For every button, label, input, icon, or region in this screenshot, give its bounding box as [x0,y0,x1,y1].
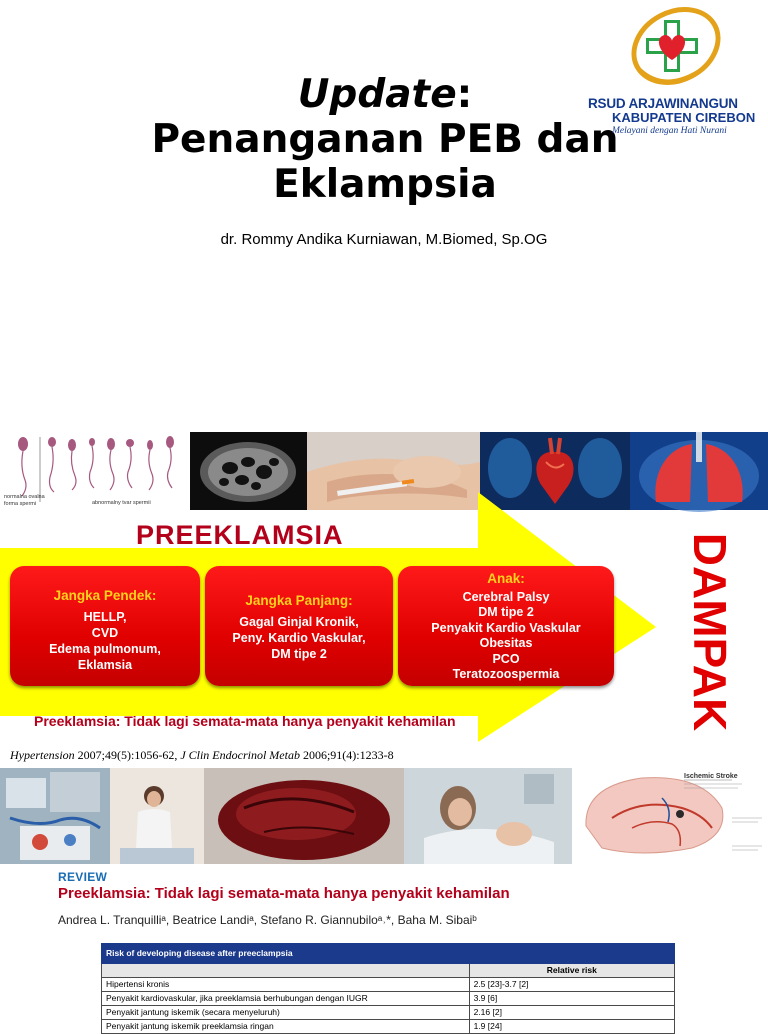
ref-citation-1: 2007;49(5):1056-62, [74,748,181,762]
dampak-side-label [680,532,740,732]
table-cell-condition: Penyakit jantung iskemik (secara menyeluruh) [102,1006,470,1020]
header-cell-relative-risk: Relative risk [469,964,674,978]
short-term-item: HELLP, [83,610,127,624]
child-heading: Anak: [487,571,525,586]
child-item: Cerebral Palsy [462,589,550,604]
short-term-heading: Jangka Pendek: [53,588,157,603]
sperm-caption-normal-1: normalna ovalna [4,494,45,500]
child-item: Penyakit Kardio Vaskular [431,620,581,635]
risk-table-caption-row [102,944,675,964]
mother-newborn-photo [404,768,572,864]
short-term-impact-box [10,566,200,686]
long-term-item: Peny. Kardio Vaskular, [232,631,366,645]
title-italic-word: Update [297,72,457,117]
logo-region: KABUPATEN CIREBON [612,110,756,125]
child-item: DM tipe 2 [478,605,534,619]
placenta-photo [204,768,404,864]
table-cell-condition: Hipertensi kronis [102,978,470,992]
header-cell-condition [102,964,470,978]
ref-journal-1: Hypertension [10,748,75,762]
table-row [102,1006,675,1020]
sperm-caption-abnormal: abnormalny tvar spermii [92,500,151,506]
table-cell-risk: 1.9 [24] [469,1020,674,1034]
dampak-text: DAMPAK [684,532,736,732]
nicu-equipment-photo [0,768,110,864]
ref-citation-2: 2006;91(4):1233-8 [299,748,394,762]
long-term-impact-box [205,566,393,686]
table-cell-risk: 2.16 [2] [469,1006,674,1020]
child-impact-box [398,566,614,686]
ref-journal-2: J Clin Endocrinol Metab [180,748,300,762]
short-term-item: Eklamsia [77,658,133,672]
child-item: PCO [492,651,520,666]
presenter-name: dr. Rommy Andika Kurniawan, M.Biomed, Sp.OG [220,231,548,248]
ischemic-stroke-diagram [572,768,768,864]
table-cell-condition: Penyakit kardiovaskular, jika preeklamsia berhubungan dengan IUGR [102,992,470,1006]
pregnant-woman-photo [110,768,204,864]
infographic-references [10,748,394,763]
logo-emblem-icon [626,8,722,96]
table-row [102,1020,675,1034]
table-cell-condition: Penyakit jantung iskemik preeklamsia ringan [102,1020,470,1034]
child-item: Obesitas [479,636,533,650]
short-term-item: Edema pulmonum, [49,642,161,656]
table-row [102,992,675,1006]
table-cell-risk: 2.5 [23]-3.7 [2] [469,978,674,992]
article-section-label: REVIEW [58,870,108,884]
sperm-caption-normal-2: forma spermi [4,501,37,507]
preeclampsia-infographic [0,432,768,864]
article-title: Preeklamsia: Tidak lagi semata-mata hanya penyakit kehamilan [58,885,510,902]
infographic-tagline: Preeklamsia: Tidak lagi semata-mata hanya penyakit kehamilan [34,713,456,729]
risk-table [101,943,675,1034]
risk-table-caption: Risk of developing disease after preeclampsia [102,944,675,964]
article-authors: Andrea L. Tranquilliᵃ, Beatrice Landiᵃ, Stefano R. Giannubiloᵃ˒*, Baha M. Sibaiᵇ [58,913,477,927]
title-colon: : [456,72,473,117]
long-term-item: Gagal Ginjal Kronik, [239,615,359,629]
short-term-item: CVD [91,626,119,640]
infographic-heading: PREEKLAMSIA [136,520,344,550]
table-row [102,978,675,992]
long-term-item: DM tipe 2 [271,647,327,661]
long-term-heading: Jangka Panjang: [245,593,353,608]
hospital-logo [584,6,764,136]
stroke-caption: Ischemic Stroke [684,773,738,780]
table-cell-risk: 3.9 [6] [469,992,674,1006]
logo-hospital-name: RSUD ARJAWINANGUN [588,96,738,111]
logo-tagline: Melayani dengan Hati Nurani [612,126,727,136]
risk-table-header-row [102,964,675,978]
child-item: Teratozoospermia [452,667,560,681]
title-line-2: Penanganan PEB dan [151,117,619,162]
title-line-3: Eklampsia [273,162,497,207]
